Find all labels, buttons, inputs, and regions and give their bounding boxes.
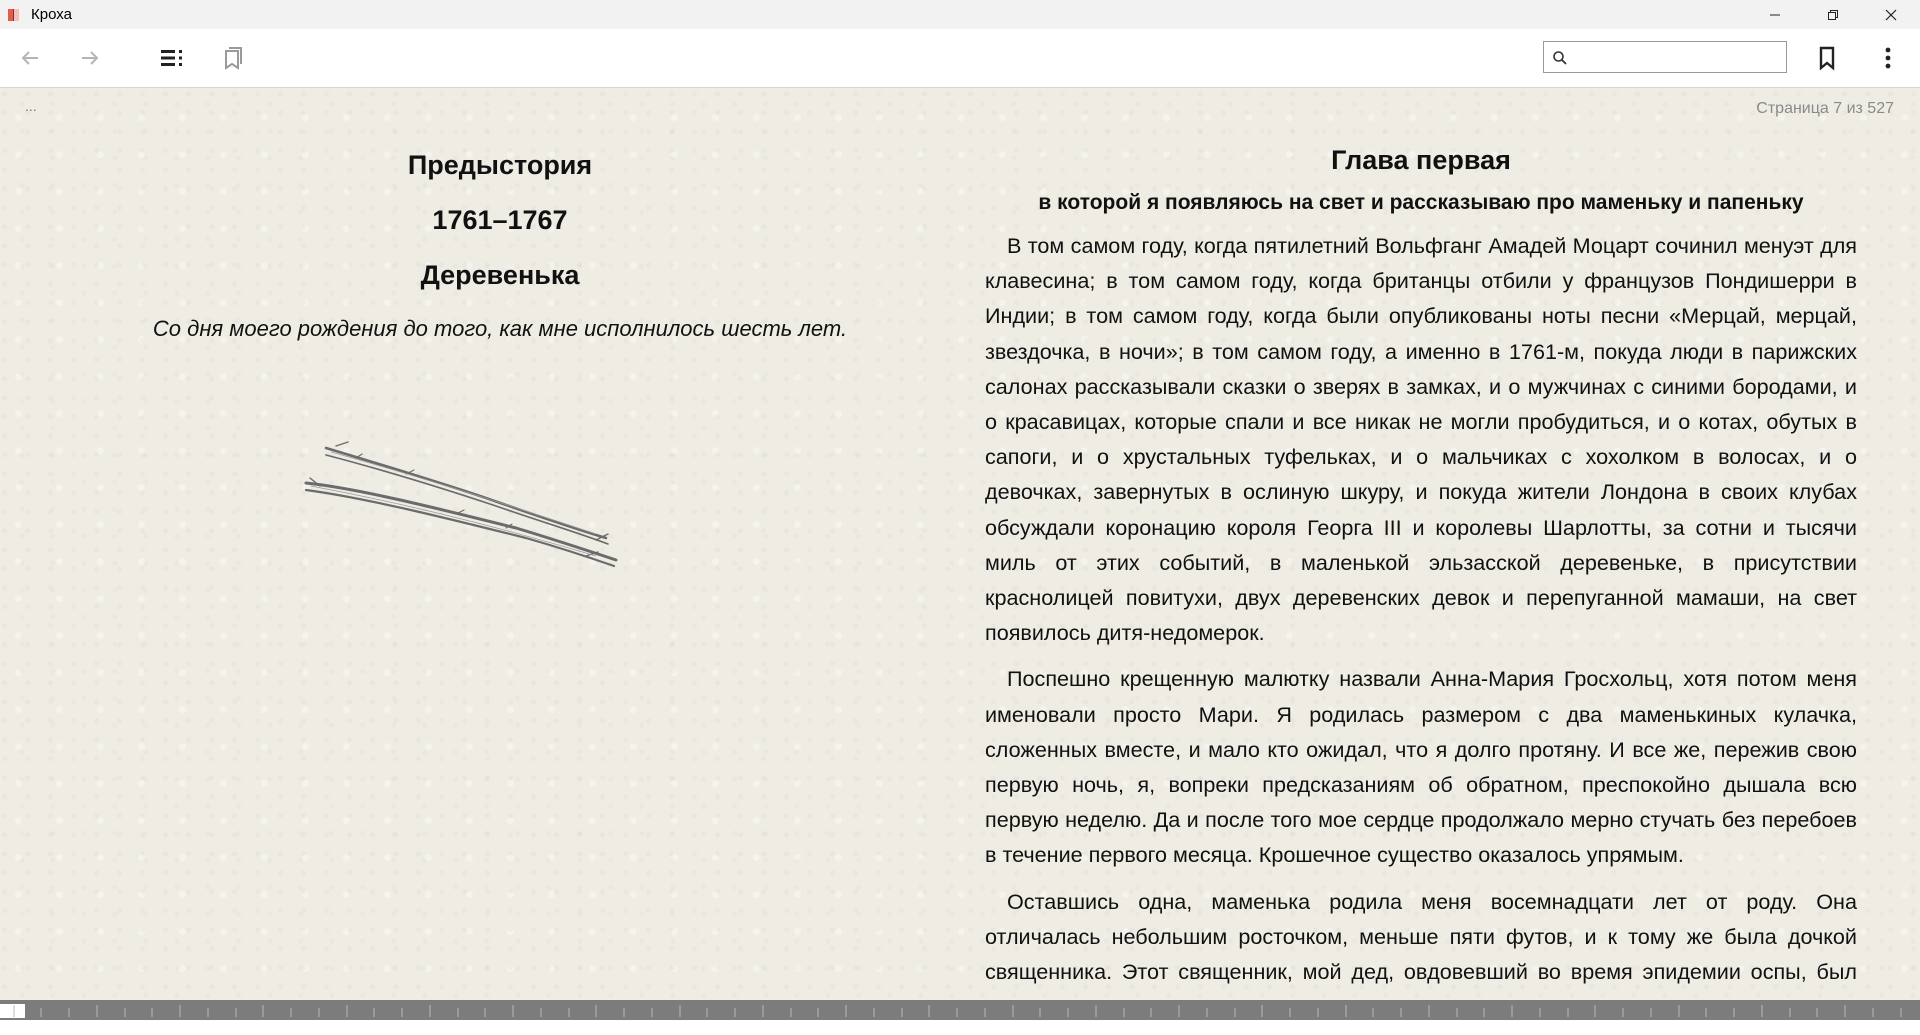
- search-icon: [1552, 50, 1568, 66]
- back-button[interactable]: [10, 38, 50, 78]
- body-paragraph: В том самом году, когда пятилетний Вольфганг Амадей Моцарт сочинил менуэт для клавесина; в том самом году, когда британцы отбили у французов Пондишерри в Индии; в том самом году, когда были опубликованы ноты песни «Мерцай, мерцай, звездочка, в ночи»; в том самом году, а именно в 1761-м, покуда люди в парижских салонах рассказывали сказки о зверях в замках, и о мужчинах с синими бородами, и о красавицах, которые спали и все никак не могли пробудиться, и о котах, обутых в сапоги, и о хрустальных туфельках, и о мальчиках с хохолком в волосах, и о девочках, завернутых в ослиную шкуру, и покуда жители Лондона в своих клубах обсуждали коронацию короля Георга III и королевы Шарлотты, за сотни и тысячи миль от этих событий, в маленькой эльзасской деревеньке, в присутствии краснолицей повитухи, двух деревенских девок и перепуганной мамаши, на свет появилось дитя-недомерок.: [985, 233, 1857, 646]
- page-indicator: Страница 7 из 527: [1756, 100, 1894, 117]
- book-progress-bar[interactable]: [0, 1000, 1920, 1020]
- reader-toolbar: [0, 29, 1920, 88]
- chapter-subtitle: в которой я появляюсь на свет и рассказываю про маменьку и папеньку: [1038, 191, 1804, 214]
- chapter-title: Глава первая: [1331, 145, 1511, 175]
- part-years: 1761–1767: [432, 205, 568, 235]
- body-paragraph: Оставшись одна, маменька родила меня восемнадцати лет от роду. Она отличалась небольшим росточком, меньше пяти футов, и к тому же была дочкой священника. Этот священник, мой дед, овдовевший во время эпидемии оспы, был: [985, 888, 1857, 985]
- part-subheading: Деревенька: [420, 260, 580, 290]
- arrow-left-icon: [18, 46, 42, 70]
- minimize-button[interactable]: [1746, 0, 1804, 29]
- left-page: [70, 148, 930, 344]
- reading-area[interactable]: [0, 88, 1920, 1000]
- bookmarks-list-icon: [221, 45, 245, 71]
- part-epigraph: Со дня моего рождения до того, как мне исполнилось шесть лет.: [152, 316, 848, 341]
- body-paragraph: Поспешно крещенную малютку назвали Анна-Мария Гросхольц, хотя потом меня именовали просто Мари. Я родилась размером с два маменькиных кулачка, сложенных вместе, и мало кто ожидал, что я долго протяну. И все же, пережив свою первую ночь, я, вопреки предсказаниям об обратном, преспокойно дышала всю первую неделю. Да и после того мое сердце продолжало мерно стучать без перебоев в течение первого месяца. Крошечное существо оказалось упрямым.: [985, 666, 1857, 868]
- bookmarks-list-button[interactable]: [213, 38, 253, 78]
- restore-icon: [1827, 9, 1839, 21]
- search-field[interactable]: [1543, 41, 1787, 73]
- forward-button[interactable]: [70, 38, 110, 78]
- close-icon: [1885, 9, 1897, 21]
- bookmark-icon: [1815, 45, 1839, 71]
- search-input[interactable]: [1574, 44, 1782, 72]
- table-of-contents-icon: [159, 46, 185, 70]
- chapter-ticks: [0, 1005, 1920, 1017]
- add-bookmark-button[interactable]: [1807, 38, 1847, 78]
- more-menu-button[interactable]: [1868, 38, 1908, 78]
- minimize-icon: [1769, 9, 1781, 21]
- twig-illustration: [296, 428, 696, 588]
- right-page: [985, 142, 1857, 1035]
- close-window-button[interactable]: [1862, 0, 1920, 29]
- table-of-contents-button[interactable]: [152, 38, 192, 78]
- part-heading: Предыстория: [407, 150, 593, 180]
- chapter-breadcrumb[interactable]: ...: [25, 98, 37, 114]
- window-titlebar: [0, 0, 1920, 29]
- restore-button[interactable]: [1804, 0, 1862, 29]
- app-book-icon: [5, 6, 23, 24]
- more-vertical-icon: [1884, 46, 1892, 70]
- arrow-right-icon: [78, 46, 102, 70]
- window-title: Кроха: [31, 6, 72, 23]
